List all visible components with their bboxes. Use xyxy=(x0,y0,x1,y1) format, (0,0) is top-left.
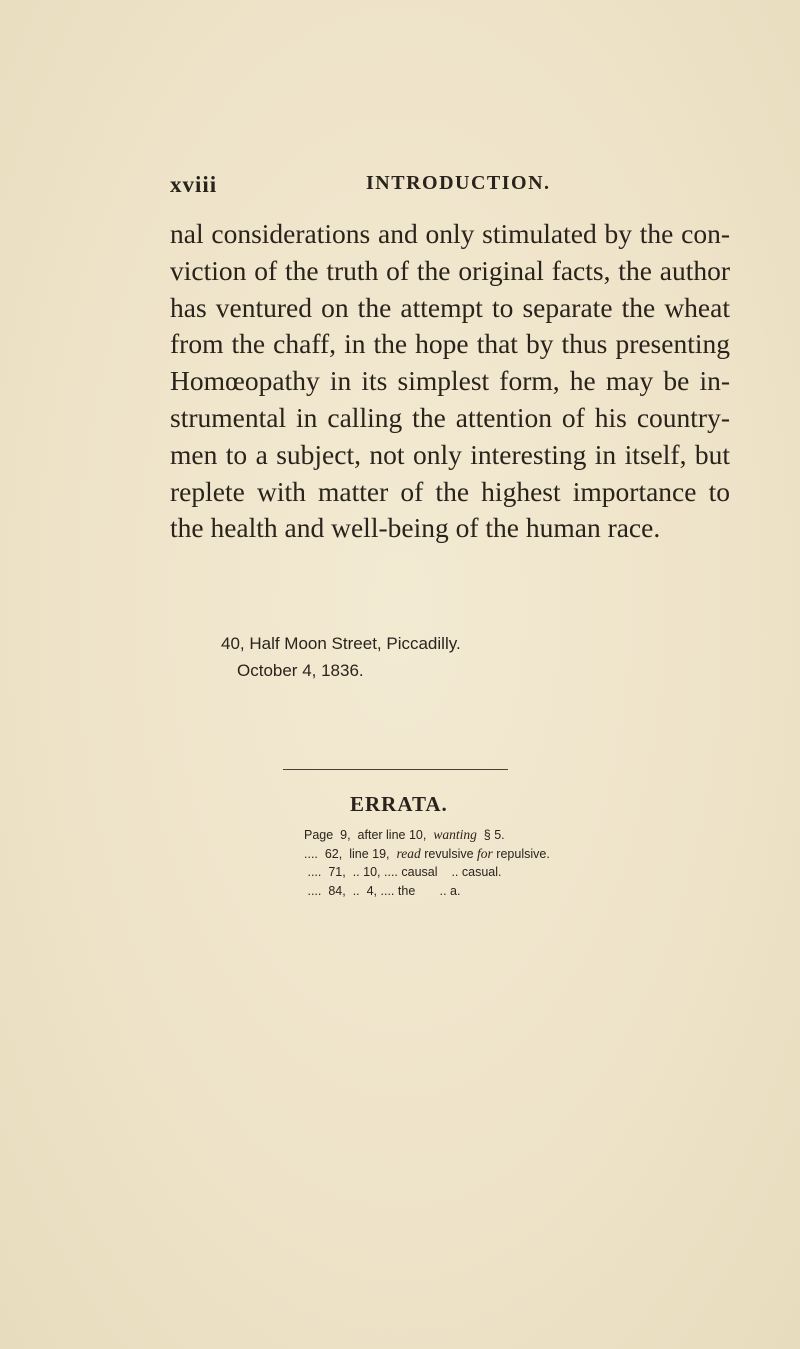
body-line: viction of the truth of the original facts, the author xyxy=(170,254,730,286)
errata-correction: casual. xyxy=(461,865,502,879)
errata-text: wanting xyxy=(433,827,477,842)
errata-line: 19, xyxy=(372,846,390,861)
errata-row xyxy=(304,882,550,901)
errata-title: ERRATA. xyxy=(350,792,448,816)
errata-page: 9, xyxy=(340,828,351,842)
errata-read: read xyxy=(396,845,421,861)
errata-row xyxy=(304,863,550,882)
errata-row xyxy=(304,826,550,845)
errata-lead: .... xyxy=(304,846,318,861)
errata-line-word: after line xyxy=(357,828,406,842)
errata-row xyxy=(304,845,550,864)
page-number: xviii xyxy=(170,172,218,197)
errata-line: 10, xyxy=(363,865,381,879)
body-line: nal considerations and only stimulated by the con- xyxy=(170,218,730,249)
address-line: 40, Half Moon Street, Piccadilly. xyxy=(221,634,461,653)
errata-line-word: .. xyxy=(352,865,360,879)
errata-line-word: .. xyxy=(352,883,360,898)
errata-for: for xyxy=(477,845,493,861)
errata-correction: a. xyxy=(450,883,461,898)
errata-page: 84, xyxy=(328,883,346,898)
body-line: Homœopathy in its simplest form, he may be in- xyxy=(170,365,730,397)
errata-for: .. xyxy=(439,883,447,898)
date-line: October 4, 1836. xyxy=(237,661,364,680)
errata-text: the xyxy=(397,883,416,898)
errata-page: 71, xyxy=(328,865,346,879)
errata-correction: § 5. xyxy=(483,828,505,842)
body-line: from the chaff, in the hope that by thus presenting xyxy=(170,328,730,360)
body-line: has ventured on the attempt to separate the wheat xyxy=(170,291,730,323)
errata-lead: .... xyxy=(307,865,322,879)
signature-address xyxy=(221,630,461,684)
body-line: strumental in calling the attention of his country- xyxy=(170,401,730,433)
errata-read: .... xyxy=(380,883,395,898)
errata-lead: .... xyxy=(307,883,322,898)
running-head: INTRODUCTION. xyxy=(366,172,551,194)
page-header xyxy=(170,172,730,202)
body-line: the health and well-being of the human race. xyxy=(170,512,661,544)
divider-rule xyxy=(283,769,508,770)
errata-text: revulsive xyxy=(424,846,474,861)
errata-read: .... xyxy=(384,865,398,879)
errata-page: 62, xyxy=(324,846,343,861)
body-paragraph xyxy=(170,216,730,547)
errata-list xyxy=(304,826,550,900)
errata-line-word: line xyxy=(349,846,369,861)
errata-text: causal xyxy=(401,865,438,879)
body-line: replete with matter of the highest importance to xyxy=(170,475,730,507)
errata-line: 4, xyxy=(366,883,378,898)
errata-for: .. xyxy=(451,865,459,879)
errata-line: 10, xyxy=(408,828,427,842)
errata-lead: Page xyxy=(304,828,334,842)
errata-correction: repulsive. xyxy=(496,846,550,861)
body-line: men to a subject, not only interesting in itself, but xyxy=(170,438,730,470)
